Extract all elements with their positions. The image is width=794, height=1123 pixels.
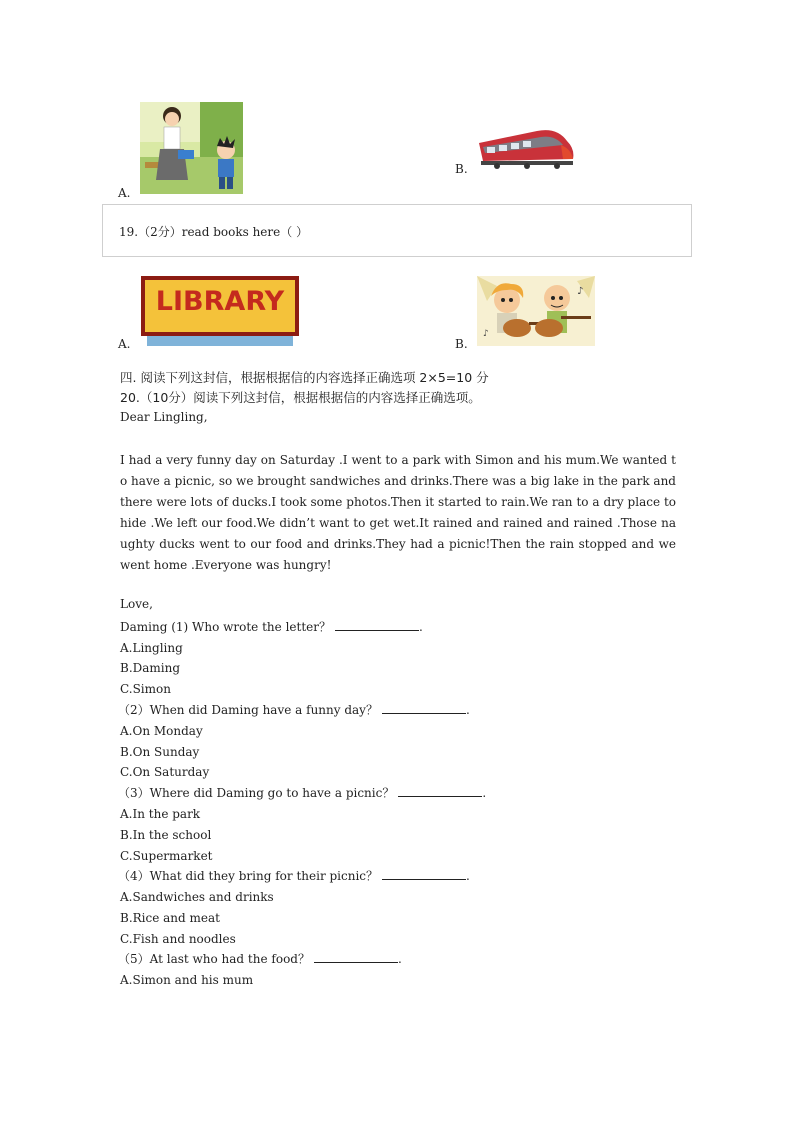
question-2-suffix: . — [465, 703, 470, 717]
library-sign-text: LIBRARY — [155, 286, 285, 317]
question-20-stem: 20.（10分）阅读下列这封信，根据根据信的内容选择正确选项。 — [120, 390, 481, 405]
library-sign-image — [141, 276, 299, 346]
q2-option-b: B.On Sunday — [120, 745, 200, 759]
question-3-text: （3）Where did Daming go to have a picnic？ — [118, 786, 395, 800]
question-19-stem: 19.（2分）read books here（ ） — [119, 225, 309, 239]
question-5-text: （5）At last who had the food？ — [118, 952, 310, 966]
answer-blank-5[interactable] — [314, 950, 398, 963]
q3-option-a: A.In the park — [120, 807, 201, 821]
teacher-giving-book-image — [140, 102, 243, 194]
q1-option-a: A.Lingling — [120, 641, 183, 655]
svg-text:♪: ♪ — [577, 286, 584, 297]
kids-playing-guitar-image — [477, 276, 595, 346]
q3-option-c: C.Supermarket — [120, 849, 213, 863]
q1-option-c: C.Simon — [120, 682, 171, 696]
q2-option-c: C.On Saturday — [120, 765, 210, 779]
answer-blank-3[interactable] — [398, 784, 482, 797]
question-2-text: （2）When did Daming have a funny day？ — [118, 703, 378, 717]
section-heading: 四. 阅读下列这封信，根据根据信的内容选择正确选项 2×5=10 分 — [120, 370, 489, 385]
question-1-text: Daming (1) Who wrote the letter？ — [120, 620, 331, 634]
q2-option-a: A.On Monday — [120, 724, 203, 738]
svg-text:♪: ♪ — [483, 329, 489, 339]
q5-option-a: A.Simon and his mum — [120, 973, 254, 987]
q18-option-b-label: B. — [455, 162, 468, 176]
letter-greeting: Dear Lingling, — [120, 410, 208, 424]
q3-option-b: B.In the school — [120, 828, 212, 842]
q4-option-b: B.Rice and meat — [120, 911, 220, 925]
question-5-suffix: . — [397, 952, 402, 966]
question-3 — [118, 784, 486, 801]
question-2 — [118, 701, 470, 718]
q18-option-a-label: A. — [118, 186, 131, 200]
letter-closing: Love, — [120, 597, 153, 611]
q4-option-a: A.Sandwiches and drinks — [120, 890, 274, 904]
q4-option-c: C.Fish and noodles — [120, 932, 236, 946]
answer-blank-2[interactable] — [382, 701, 466, 714]
letter-body: I had a very funny day on Saturday .I went to a park with Simon and his mum.We wanted to have a picnic, so we brought sandwiches and drinks.There was a big lake in the park and there were lots of ducks.I took some photos.Then it started to rain.We ran to a dry place to hide .We left our food.We didn’t want to get wet.It rained and rained and rained .Those naughty ducks went to our food and drinks.They had a picnic!Then the rain stopped and we went home .Everyone was hungry! — [120, 453, 676, 572]
answer-blank-4[interactable] — [382, 867, 466, 880]
q19-option-a-label: A. — [118, 337, 131, 351]
question-19-box — [102, 204, 692, 257]
question-4-suffix: . — [466, 869, 470, 883]
q19-option-b-label: B. — [455, 337, 468, 351]
q1-option-b: B.Daming — [120, 661, 181, 675]
question-4 — [118, 867, 470, 884]
question-5 — [118, 950, 402, 967]
answer-blank-1[interactable] — [335, 618, 419, 631]
train-image — [477, 125, 577, 171]
question-1 — [120, 618, 423, 635]
question-4-text: （4）What did they bring for their picnic？ — [118, 869, 379, 883]
question-1-suffix: . — [419, 620, 423, 634]
question-3-suffix: . — [482, 786, 487, 800]
